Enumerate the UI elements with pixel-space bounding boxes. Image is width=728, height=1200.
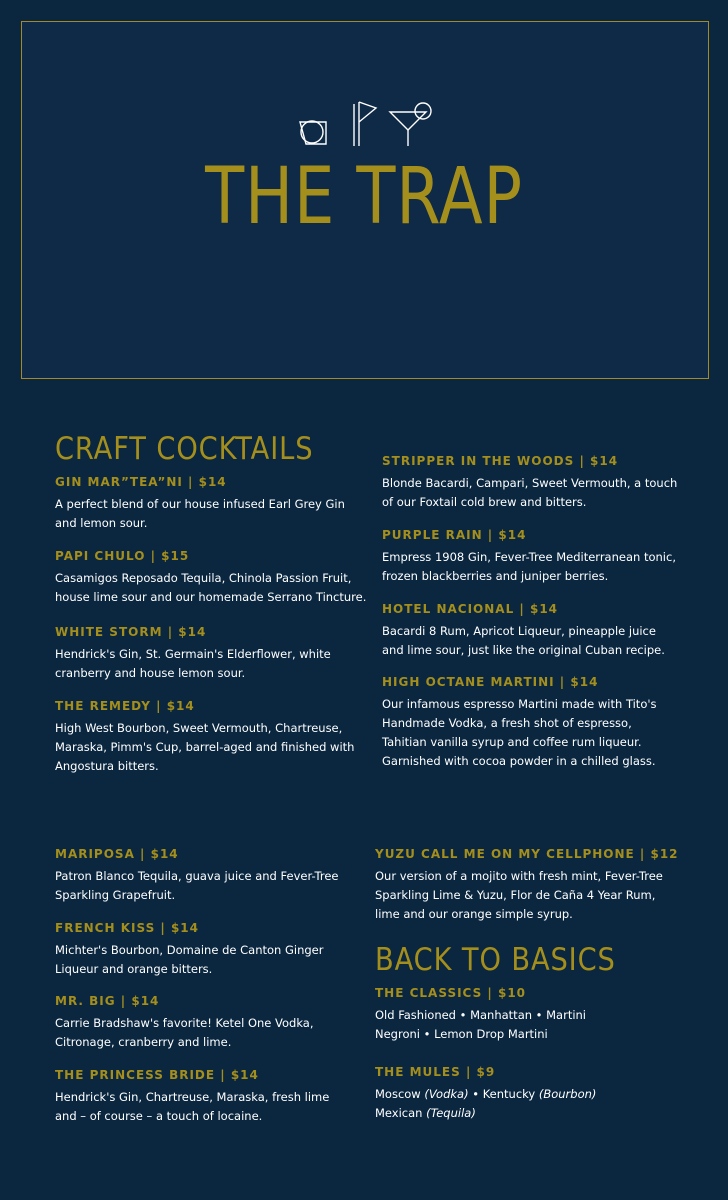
section-title-craft-cocktails: CRAFT COCKTAILS [55,431,314,467]
item-description: Hendrick's Gin, St. Germain's Elderflower, white cranberry and house lemon sour. [55,647,331,680]
menu-item-the-remedy [55,697,365,776]
menu-item-white-storm [55,623,365,683]
item-name: PAPI CHULO | $15 [55,549,190,563]
item-name: THE REMEDY | $14 [55,699,195,713]
menu-item-purple-rain [382,526,692,586]
item-name: MR. BIG | $14 [55,994,160,1008]
item-description: Hendrick's Gin, Chartreuse, Maraska, fresh lime and – of course – a touch of locaine. [55,1090,330,1123]
item-description: Our infamous espresso Martini made with Tito's Handmade Vodka, a fresh shot of espresso, Tahitian vanilla syrup and coffee rum liqueur. Garnished with cocoa powder in a chilled glass. [382,697,657,768]
menu-item-stripper-in-the-woods [382,452,692,512]
item-description: Moscow (Vodka) • Kentucky (Bourbon) Mexican (Tequila) [375,1087,597,1120]
brand-title: THE TRAP [205,152,523,242]
item-name: WHITE STORM | $14 [55,625,207,639]
item-name: FRENCH KISS | $14 [55,921,200,935]
item-name: GIN MAR”TEA”NI | $14 [55,475,227,489]
item-description: Bacardi 8 Rum, Apricot Liqueur, pineapple juice and lime sour, just like the original Cuban recipe. [382,624,665,657]
menu-item-the-classics [375,984,685,1044]
item-description: Blonde Bacardi, Campari, Sweet Vermouth, a touch of our Foxtail cold brew and bitters. [382,476,678,509]
item-name: HOTEL NACIONAL | $14 [382,602,559,616]
item-description: Old Fashioned • Manhattan • Martini Negroni • Lemon Drop Martini [375,1008,587,1041]
item-name: THE PRINCESS BRIDE | $14 [55,1068,259,1082]
flag-icon [354,102,376,146]
item-description: A perfect blend of our house infused Earl Grey Gin and lemon sour. [55,497,345,530]
item-name: HIGH OCTANE MARTINI | $14 [382,675,599,689]
item-description: Michter's Bourbon, Domaine de Canton Ginger Liqueur and orange bitters. [55,943,324,976]
menu-item-gin-marteani [55,473,365,533]
logo-icons [296,98,436,150]
item-name: PURPLE RAIN | $14 [382,528,527,542]
menu-item-the-princess-bride [55,1066,365,1126]
martini-glass-icon [390,103,431,146]
item-name: STRIPPER IN THE WOODS | $14 [382,454,619,468]
menu-item-french-kiss [55,919,365,979]
menu-item-yuzu-call-me [375,845,685,924]
item-description: Empress 1908 Gin, Fever-Tree Mediterranean tonic, frozen blackberries and juniper berries. [382,550,676,583]
menu-item-mariposa [55,845,365,905]
item-description: Our version of a mojito with fresh mint, Fever-Tree Sparkling Lime & Yuzu, Flor de Caña 4 Year Rum, lime and our orange simple syrup. [375,869,663,921]
item-name: MARIPOSA | $14 [55,847,179,861]
glass-icon [300,121,326,144]
menu-item-papi-chulo [55,547,365,607]
item-description: Patron Blanco Tequila, guava juice and Fever-Tree Sparkling Grapefruit. [55,869,339,902]
item-name: THE CLASSICS | $10 [375,986,527,1000]
section-title-back-to-basics: BACK TO BASICS [375,942,616,978]
menu-item-mr-big [55,992,365,1052]
item-name: YUZU CALL ME ON MY CELLPHONE | $12 [375,847,679,861]
item-description: High West Bourbon, Sweet Vermouth, Chartreuse, Maraska, Pimm's Cup, barrel-aged and finished with Angostura bitters. [55,721,355,773]
menu-item-hotel-nacional [382,600,692,660]
item-description: Carrie Bradshaw's favorite! Ketel One Vodka, Citronage, cranberry and lime. [55,1016,314,1049]
item-name: THE MULES | $9 [375,1065,496,1079]
menu-item-high-octane-martini [382,673,692,771]
menu-item-the-mules [375,1063,685,1123]
item-description: Casamigos Reposado Tequila, Chinola Passion Fruit, house lime sour and our homemade Serrano Tincture. [55,571,367,604]
